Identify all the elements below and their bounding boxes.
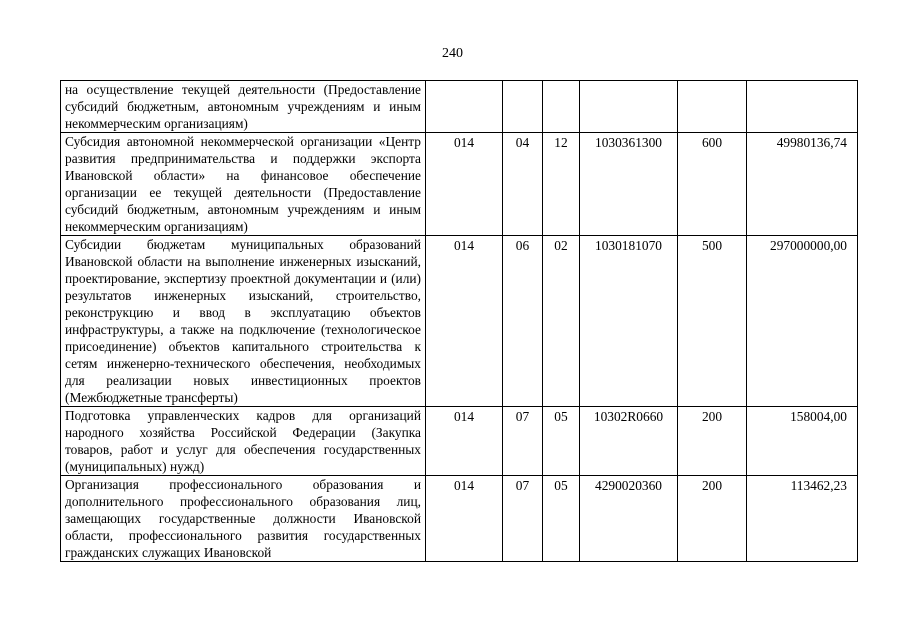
row-amount: 113462,23 xyxy=(747,476,858,562)
row-expense-type: 200 xyxy=(678,476,747,562)
row-description: Субсидии бюджетам муниципальных образований Ивановской области на выполнение инженерных изысканий, проектирование, экспертизу проектной документации и (или) результатов инженерных изысканий, строительство, реконструкцию и ввод в эксплуатацию объектов инфраструктуры, а также на подключение (технологическое присоединение) объектов капитального строительства к сетям инженерно-технического обеспечения, необходимых для реализации новых инвестиционных проектов (Межбюджетные трансферты) xyxy=(61,236,426,407)
row-target-article: 1030361300 xyxy=(580,133,678,236)
row-ministry-code: 014 xyxy=(426,236,503,407)
row-amount: 158004,00 xyxy=(747,407,858,476)
budget-allocation-table xyxy=(60,80,858,562)
row-section-code xyxy=(503,81,543,133)
page-number: 240 xyxy=(442,46,463,61)
row-expense-type: 200 xyxy=(678,407,747,476)
table-row xyxy=(61,476,858,562)
row-section-code: 04 xyxy=(503,133,543,236)
row-description: Организация профессионального образования и дополнительного профессионального образования лиц, замещающих государственные должности Ивановской области, профессионального развития государственных гражданских служащих Ивановской xyxy=(61,476,426,562)
row-subsection-code: 05 xyxy=(543,407,580,476)
row-description: Субсидия автономной некоммерческой организации «Центр развития предпринимательства и поддержки экспорта Ивановской области» на финансовое обеспечение организации ее текущей деятельности (Предоставление субсидий бюджетным, автономным учреждениям и иным некоммерческим организациям) xyxy=(61,133,426,236)
row-description: Подготовка управленческих кадров для организаций народного хозяйства Российской Федерации (Закупка товаров, работ и услуг для обеспечения государственных (муниципальных) нужд) xyxy=(61,407,426,476)
table-row xyxy=(61,81,858,133)
row-ministry-code: 014 xyxy=(426,133,503,236)
row-ministry-code: 014 xyxy=(426,476,503,562)
row-expense-type: 600 xyxy=(678,133,747,236)
row-target-article xyxy=(580,81,678,133)
table-viewport xyxy=(0,80,905,587)
row-amount: 49980136,74 xyxy=(747,133,858,236)
row-expense-type: 500 xyxy=(678,236,747,407)
row-subsection-code: 12 xyxy=(543,133,580,236)
row-description: на осуществление текущей деятельности (Предоставление субсидий бюджетным, автономным учреждениям и иным некоммерческим организациям) xyxy=(61,81,426,133)
row-target-article: 10302R0660 xyxy=(580,407,678,476)
row-section-code: 07 xyxy=(503,407,543,476)
row-section-code: 06 xyxy=(503,236,543,407)
table-row xyxy=(61,407,858,476)
row-ministry-code xyxy=(426,81,503,133)
row-amount xyxy=(747,81,858,133)
row-target-article: 1030181070 xyxy=(580,236,678,407)
row-subsection-code: 02 xyxy=(543,236,580,407)
row-subsection-code xyxy=(543,81,580,133)
table-row xyxy=(61,133,858,236)
table-row xyxy=(61,236,858,407)
row-target-article: 4290020360 xyxy=(580,476,678,562)
row-amount: 297000000,00 xyxy=(747,236,858,407)
row-expense-type xyxy=(678,81,747,133)
row-ministry-code: 014 xyxy=(426,407,503,476)
row-subsection-code: 05 xyxy=(543,476,580,562)
row-section-code: 07 xyxy=(503,476,543,562)
